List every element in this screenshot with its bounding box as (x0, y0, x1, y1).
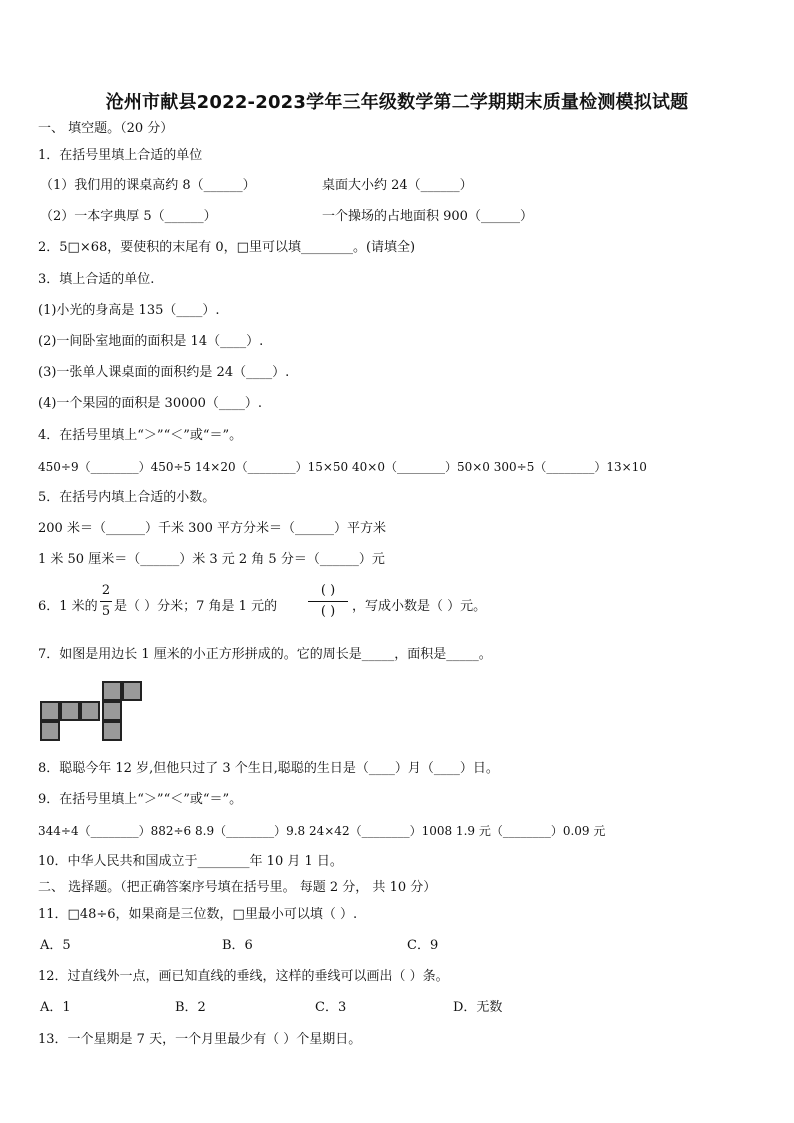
question-4: 4．在括号里填上“＞”“＜”或“＝”。 (38, 428, 243, 443)
tile (102, 721, 122, 741)
fraction-bar (100, 601, 112, 602)
fraction-numerator: 2 (101, 583, 111, 598)
question-3-part-1: (1)小光的身高是 135（____）. (38, 303, 220, 318)
tile (40, 701, 60, 721)
fraction-blank-numerator: ( ) (320, 583, 336, 598)
question-8: 8．聪聪今年 12 岁,但他只过了 3 个生日,聪聪的生日是（____）月（____）日。 (38, 761, 499, 776)
question-12-option-b: B．2 (175, 1000, 206, 1015)
question-11: 11．□48÷6，如果商是三位数，□里最小可以填（ ）. (38, 907, 358, 922)
question-9: 9．在括号里填上“＞”“＜”或“＝”。 (38, 792, 243, 807)
question-5: 5．在括号内填上合适的小数。 (38, 490, 216, 505)
question-5-row-2: 1 米 50 厘米＝（______）米 3 元 2 角 5 分＝（______）元 (38, 552, 385, 567)
question-1-item-2b: 一个操场的占地面积 900（______） (322, 209, 533, 224)
question-12: 12．过直线外一点，画已知直线的垂线，这样的垂线可以画出（ ）条。 (38, 969, 449, 984)
square-tiles-figure (40, 681, 142, 741)
question-1-item-1b: 桌面大小约 24（______） (322, 178, 473, 193)
tile (102, 701, 122, 721)
fraction-blank-bar (308, 601, 348, 602)
question-3-part-3: (3)一张单人课桌面的面积约是 24（____）. (38, 365, 290, 380)
question-6-part-1: 6．1 米的 (38, 599, 98, 614)
question-3: 3．填上合适的单位. (38, 272, 155, 287)
tile (122, 681, 142, 701)
question-3-part-2: (2)一间卧室地面的面积是 14（____）. (38, 334, 264, 349)
question-11-option-a: A．5 (40, 938, 71, 953)
fraction-blank (308, 583, 348, 620)
question-10: 10．中华人民共和国成立于________年 10 月 1 日。 (38, 854, 343, 869)
question-2: 2．5□×68，要使积的末尾有 0，□里可以填________。(请填全) (38, 240, 416, 255)
question-7: 7．如图是用边长 1 厘米的小正方形拼成的。它的周长是_____，面积是_____。 (38, 647, 492, 662)
question-12-option-d: D．无数 (453, 1000, 503, 1015)
section-1-heading: 一、 填空题。（20 分） (38, 121, 174, 136)
section-2-heading: 二、 选择题。（把正确答案序号填在括号里。 每题 2 分， 共 10 分） (38, 880, 437, 895)
question-12-option-a: A．1 (40, 1000, 71, 1015)
question-13: 13．一个星期是 7 天，一个月里最少有（ ）个星期日。 (38, 1032, 362, 1047)
question-1-item-1a: （1）我们用的课桌高约 8（______） (40, 178, 256, 193)
question-5-row-1: 200 米＝（______）千米 300 平方分米＝（______）平方米 (38, 521, 387, 536)
question-1-item-2a: （2）一本字典厚 5（______） (40, 209, 217, 224)
fraction-blank-denominator: ( ) (320, 604, 336, 619)
question-11-option-b: B．6 (222, 938, 253, 953)
tile (80, 701, 100, 721)
question-3-part-4: (4)一个果园的面积是 30000（____）. (38, 396, 263, 411)
question-6-part-2: 是（ ）分米；7 角是 1 元的 (114, 599, 278, 614)
question-4-comparisons: 450÷9（________）450÷5 14×20（________）15×50 40×0（________）50×0 300÷5（________）13×10 (38, 460, 647, 474)
question-11-option-c: C．9 (407, 938, 439, 953)
question-12-option-c: C．3 (315, 1000, 347, 1015)
question-6-part-3: ，写成小数是（ ）元。 (352, 599, 487, 614)
tile (40, 721, 60, 741)
tile (60, 701, 80, 721)
page-title: 沧州市献县2022-2023学年三年级数学第二学期期末质量检测模拟试题 (105, 92, 689, 113)
fraction-denominator: 5 (101, 604, 111, 619)
question-9-comparisons: 344÷4（________）882÷6 8.9（________）9.8 24×42（________）1008 1.9 元（________）0.09 元 (38, 824, 606, 838)
fraction-two-fifths (100, 583, 112, 620)
tile (102, 681, 122, 701)
question-1: 1．在括号里填上合适的单位 (38, 148, 203, 163)
